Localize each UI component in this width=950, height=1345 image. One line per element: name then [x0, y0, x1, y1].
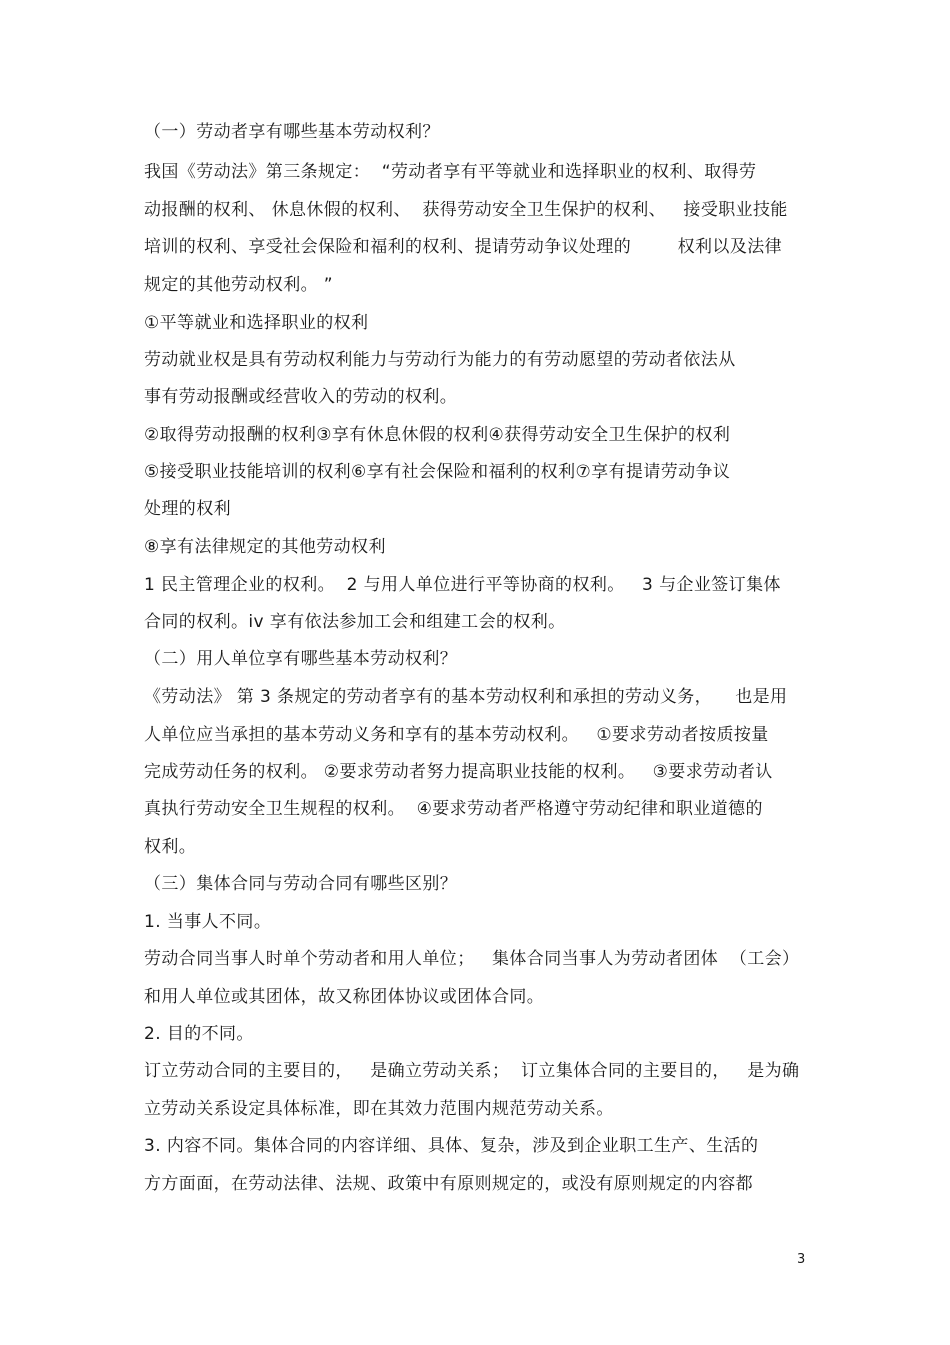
text-line: 动报酬的权利、 休息休假的权利、 获得劳动安全卫生保护的权利、 接受职业技能	[144, 200, 788, 220]
text-line: ⑧享有法律规定的其他劳动权利	[144, 537, 386, 557]
text-line: （一）劳动者享有哪些基本劳动权利？	[144, 122, 440, 142]
text-line: 规定的其他劳动权利。 ”	[144, 275, 334, 295]
text-line: 1. 当事人不同。	[144, 912, 272, 932]
text-line: 真执行劳动安全卫生规程的权利。 ④要求劳动者严格遵守劳动纪律和职业道德的	[144, 799, 763, 819]
text-line: ②取得劳动报酬的权利③享有休息休假的权利④获得劳动安全卫生保护的权利	[144, 425, 731, 445]
text-line: ⑤接受职业技能培训的权利⑥享有社会保险和福利的权利⑦享有提请劳动争议	[144, 462, 731, 482]
text-line: 3. 内容不同。集体合同的内容详细、具体、复杂，涉及到企业职工生产、生活的	[144, 1136, 759, 1156]
text-line: 合同的权利。iv 享有依法参加工会和组建工会的权利。	[144, 612, 566, 632]
text-line: 立劳动关系设定具体标准，即在其效力范围内规范劳动关系。	[144, 1099, 614, 1119]
text-line: 劳动合同当事人时单个劳动者和用人单位； 集体合同当事人为劳动者团体 （工会）	[144, 949, 800, 969]
text-line: 人单位应当承担的基本劳动义务和享有的基本劳动权利。 ①要求劳动者按质按量	[144, 725, 769, 745]
text-line: 事有劳动报酬或经营收入的劳动的权利。	[144, 387, 458, 407]
text-line: ①平等就业和选择职业的权利	[144, 313, 369, 333]
text-line: （三）集体合同与劳动合同有哪些区别？	[144, 874, 458, 894]
text-line: 方方面面，在劳动法律、法规、政策中有原则规定的，或没有原则规定的内容都	[144, 1174, 753, 1194]
text-line: 处理的权利	[144, 499, 231, 519]
text-line: 1 民主管理企业的权利。 2 与用人单位进行平等协商的权利。 3 与企业签订集体	[144, 575, 781, 595]
text-line: 劳动就业权是具有劳动权利能力与劳动行为能力的有劳动愿望的劳动者依法从	[144, 350, 736, 370]
text-line: 《劳动法》 第 3 条规定的劳动者享有的基本劳动权利和承担的劳动义务， 也是用	[144, 687, 788, 707]
text-line: 权利。	[144, 837, 197, 857]
text-line: 和用人单位或其团体，故又称团体协议或团体合同。	[144, 987, 545, 1007]
page-number: 3	[797, 1252, 806, 1267]
text-line: 完成劳动任务的权利。 ②要求劳动者努力提高职业技能的权利。 ③要求劳动者认	[144, 762, 773, 782]
text-line: 培训的权利、享受社会保险和福利的权利、提请劳动争议处理的 权利以及法律	[144, 237, 783, 257]
text-line: 订立劳动合同的主要目的， 是确立劳动关系； 订立集体合同的主要目的， 是为确	[144, 1061, 800, 1081]
text-line: （二）用人单位享有哪些基本劳动权利？	[144, 649, 458, 669]
text-line: 我国《劳动法》第三条规定： “劳动者享有平等就业和选择职业的权利、取得劳	[144, 162, 757, 182]
text-line: 2. 目的不同。	[144, 1024, 254, 1044]
